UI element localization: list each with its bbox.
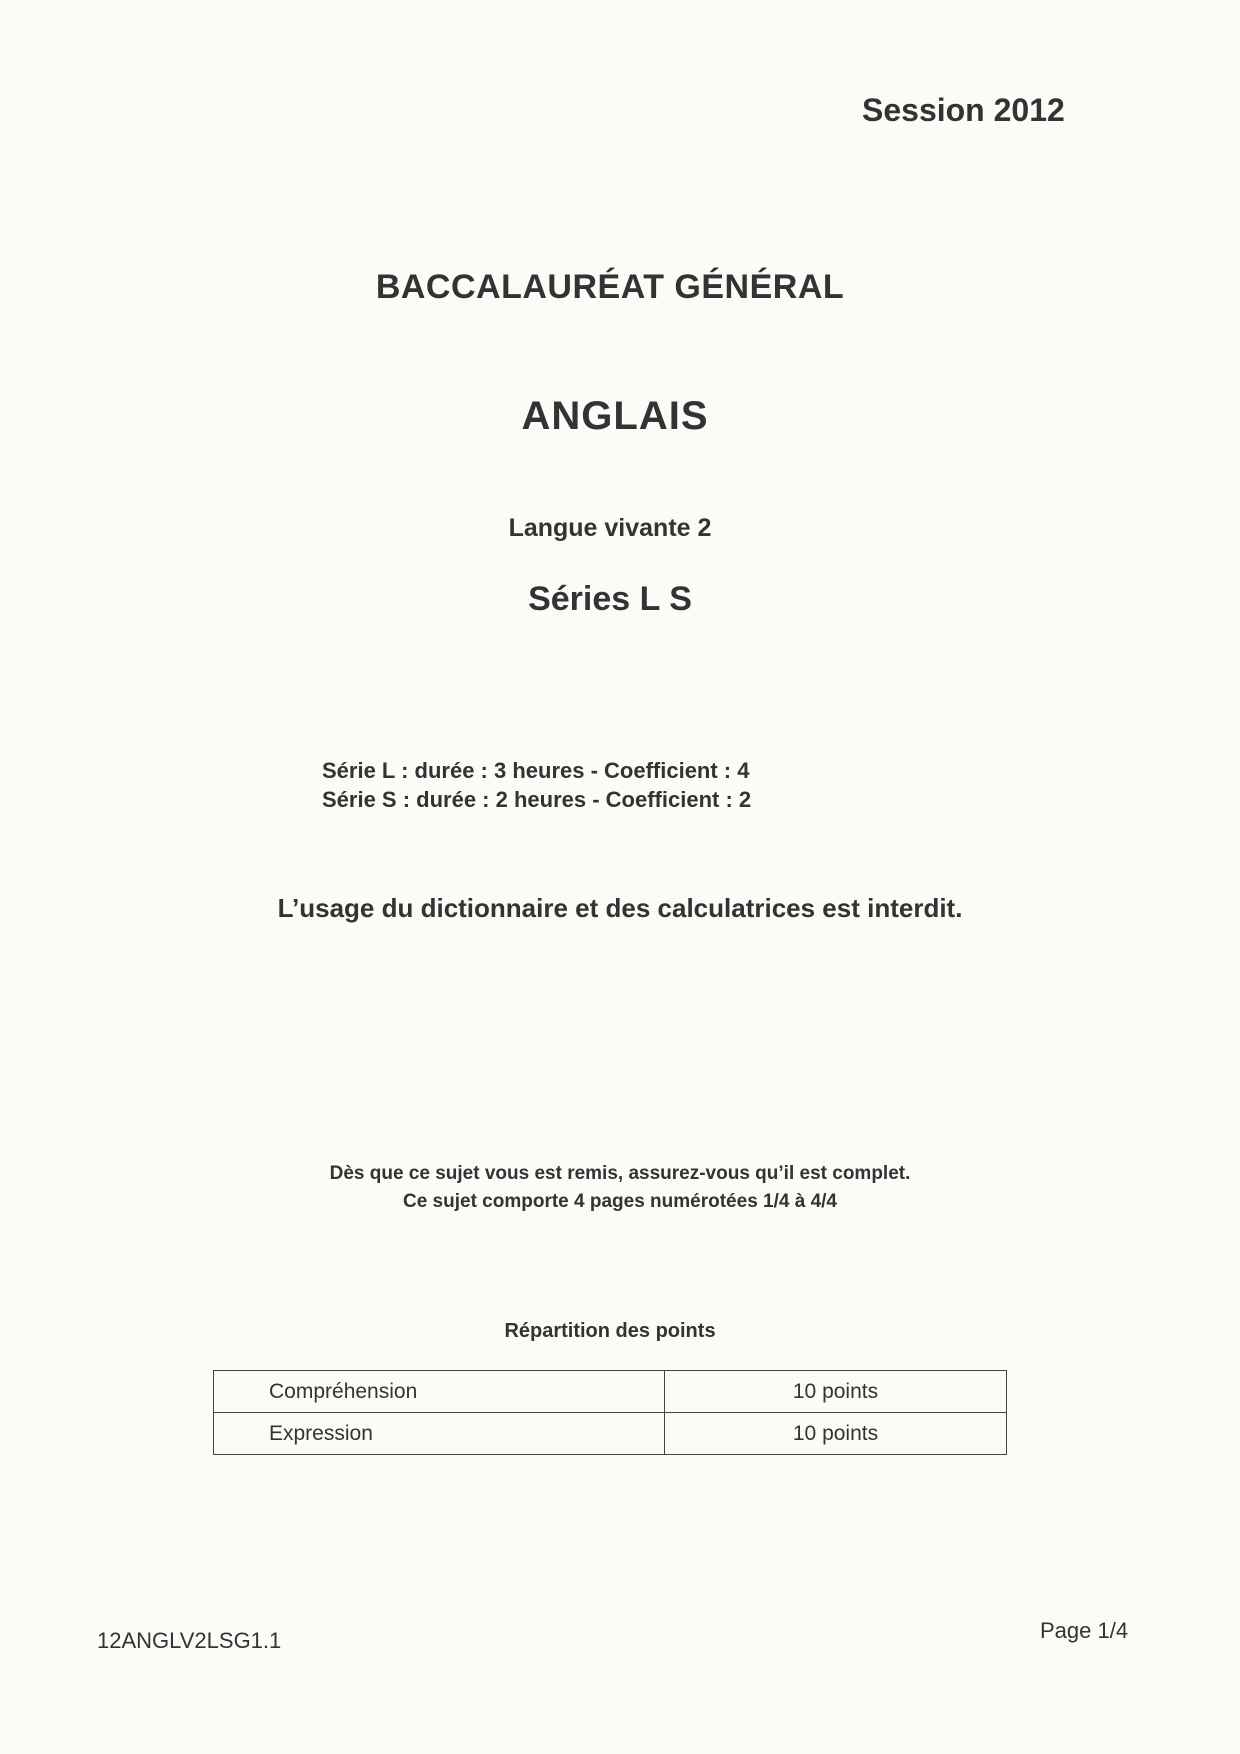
points-row-label: Compréhension: [214, 1371, 665, 1413]
page-number: Page 1/4: [1040, 1618, 1129, 1643]
points-table-title: Répartition des points: [504, 1320, 716, 1342]
exam-title: BACCALAURÉAT GÉNÉRAL: [375, 268, 845, 306]
points-row-label: Expression: [214, 1413, 665, 1455]
table-row: [214, 1413, 1007, 1455]
points-table: [213, 1370, 1007, 1455]
instruction-check-complete: Dès que ce sujet vous est remis, assurez-vous qu’il est complet.: [329, 1163, 911, 1184]
calculator-dictionary-warning: L’usage du dictionnaire et des calculatrices est interdit.: [277, 893, 963, 923]
instruction-page-count: Ce sujet comporte 4 pages numérotées 1/4 à 4/4: [402, 1191, 837, 1212]
subject-title: ANGLAIS: [521, 394, 709, 438]
table-row: [214, 1371, 1007, 1413]
points-row-value: 10 points: [665, 1413, 1007, 1455]
duration-serie-l: Série L : durée : 3 heures - Coefficient : 4: [322, 758, 750, 783]
series-label: Séries L S: [528, 580, 692, 618]
session-label: Session 2012: [862, 92, 1065, 128]
points-row-value: 10 points: [665, 1371, 1007, 1413]
document-code: 12ANGLV2LSG1.1: [97, 1628, 282, 1653]
language-level: Langue vivante 2: [508, 514, 712, 542]
duration-serie-s: Série S : durée : 2 heures - Coefficient : 2: [322, 787, 752, 812]
